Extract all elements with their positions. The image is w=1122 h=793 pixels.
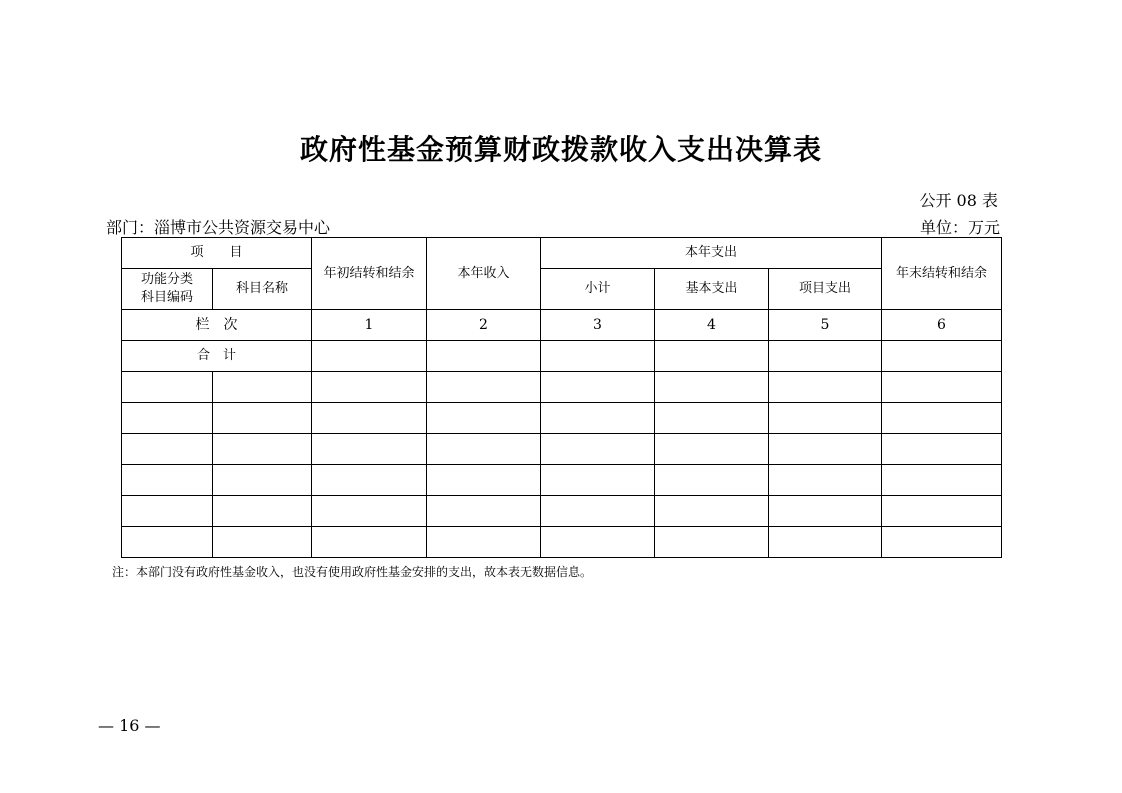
table-row	[122, 403, 1002, 434]
table-cell	[882, 341, 1002, 372]
begin-balance-header: 年初结转和结余	[312, 238, 427, 310]
table-row	[122, 496, 1002, 527]
table-cell	[312, 372, 427, 403]
col-number-4: 4	[655, 310, 769, 341]
table-cell	[213, 372, 312, 403]
table-cell	[427, 434, 541, 465]
table-cell	[427, 527, 541, 558]
table-cell	[655, 372, 769, 403]
item-header: 项 目	[122, 238, 312, 269]
subject-name-header: 科目名称	[213, 269, 312, 310]
subtotal-header: 小计	[541, 269, 655, 310]
table-cell	[541, 527, 655, 558]
table-cell	[122, 496, 213, 527]
table-cell	[427, 465, 541, 496]
income-header: 本年收入	[427, 238, 541, 310]
table-cell	[655, 465, 769, 496]
table-cell	[427, 496, 541, 527]
table-cell	[541, 496, 655, 527]
table-cell	[427, 372, 541, 403]
department-label: 部门：淄博市公共资源交易中心	[106, 218, 331, 237]
table-cell	[122, 465, 213, 496]
table-cell	[312, 434, 427, 465]
table-cell	[769, 465, 882, 496]
table-cell	[655, 341, 769, 372]
form-number: 公开 08 表	[919, 191, 998, 210]
unit-label: 单位：万元	[919, 218, 1000, 237]
page-title: 政府性基金预算财政拨款收入支出决算表	[299, 133, 822, 166]
table-cell	[213, 527, 312, 558]
col-number-3: 3	[541, 310, 655, 341]
table-cell	[882, 372, 1002, 403]
table-cell	[213, 465, 312, 496]
table-cell	[655, 527, 769, 558]
table-cell	[122, 372, 213, 403]
col-number-5: 5	[769, 310, 882, 341]
table-cell	[882, 465, 1002, 496]
table-cell	[312, 527, 427, 558]
table-cell	[541, 403, 655, 434]
end-balance-header: 年末结转和结余	[882, 238, 1002, 310]
table-row	[122, 372, 1002, 403]
table-cell	[312, 496, 427, 527]
table-cell	[655, 434, 769, 465]
table-cell	[541, 341, 655, 372]
table-cell	[769, 341, 882, 372]
expense-group-header: 本年支出	[541, 238, 882, 269]
table-row	[122, 465, 1002, 496]
col-number-1: 1	[312, 310, 427, 341]
row-index-label: 栏 次	[122, 310, 312, 341]
table-cell	[122, 527, 213, 558]
table-row	[122, 434, 1002, 465]
table-cell	[427, 403, 541, 434]
page-number: — 16 —	[98, 716, 161, 735]
footnote: 注：本部门没有政府性基金收入，也没有使用政府性基金安排的支出，故本表无数据信息。	[112, 565, 593, 579]
table-cell	[122, 434, 213, 465]
table-cell	[769, 527, 882, 558]
table-cell	[312, 341, 427, 372]
table-row	[122, 527, 1002, 558]
basic-expense-header: 基本支出	[655, 269, 769, 310]
table-cell	[769, 403, 882, 434]
table-cell	[312, 403, 427, 434]
total-label: 合 计	[122, 341, 312, 372]
table-cell	[213, 403, 312, 434]
table-cell	[122, 403, 213, 434]
func-code-header: 功能分类科目编码	[122, 269, 213, 310]
table-cell	[541, 434, 655, 465]
table-cell	[541, 465, 655, 496]
col-number-2: 2	[427, 310, 541, 341]
project-expense-header: 项目支出	[769, 269, 882, 310]
table-cell	[769, 372, 882, 403]
table-cell	[213, 434, 312, 465]
table-cell	[882, 403, 1002, 434]
table-cell	[655, 403, 769, 434]
table-cell	[769, 434, 882, 465]
budget-table	[121, 237, 1002, 558]
table-cell	[427, 341, 541, 372]
table-cell	[882, 434, 1002, 465]
table-cell	[882, 527, 1002, 558]
table-cell	[312, 465, 427, 496]
table-cell	[769, 496, 882, 527]
col-number-6: 6	[882, 310, 1002, 341]
table-cell	[541, 372, 655, 403]
table-cell	[213, 496, 312, 527]
table-cell	[882, 496, 1002, 527]
table-cell	[655, 496, 769, 527]
